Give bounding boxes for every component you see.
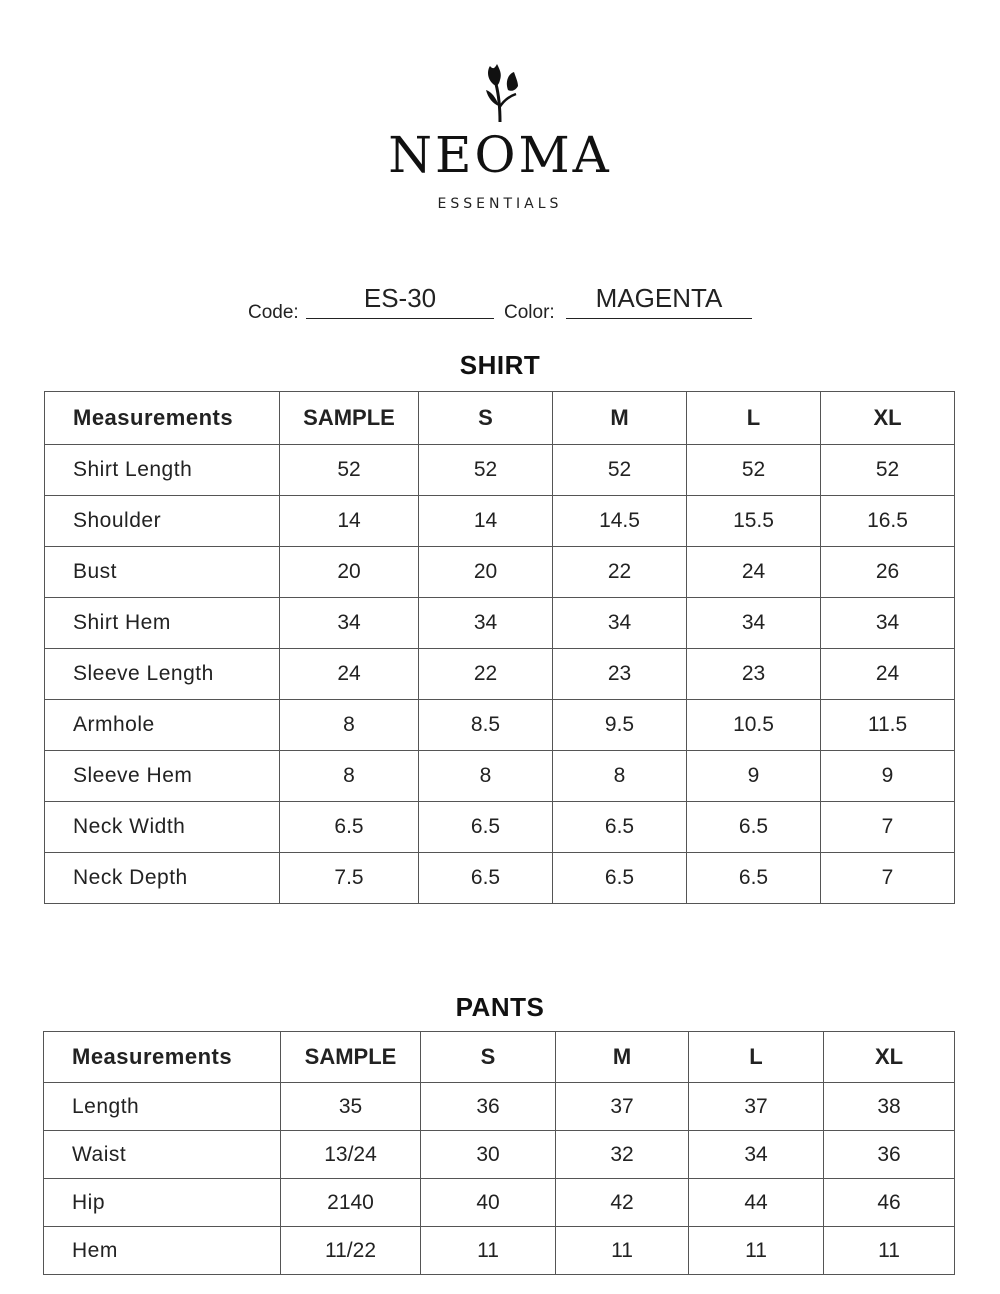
table-cell: 7 xyxy=(821,853,955,904)
table-cell: 11 xyxy=(556,1227,689,1275)
code-label: Code: xyxy=(248,302,299,323)
table-cell: 52 xyxy=(419,445,553,496)
table-row xyxy=(45,853,955,904)
table-cell: 52 xyxy=(687,445,821,496)
column-header: M xyxy=(553,392,687,445)
table-cell: 36 xyxy=(824,1131,955,1179)
table-cell: 6.5 xyxy=(553,853,687,904)
column-header: L xyxy=(687,392,821,445)
table-cell: 16.5 xyxy=(821,496,955,547)
table-row xyxy=(45,547,955,598)
table-cell: 23 xyxy=(553,649,687,700)
table-cell: 11 xyxy=(421,1227,556,1275)
table-row xyxy=(45,700,955,751)
row-label: Armhole xyxy=(45,700,280,751)
row-label: Length xyxy=(44,1083,281,1131)
column-header: M xyxy=(556,1032,689,1083)
table-cell: 20 xyxy=(280,547,419,598)
table-cell: 14.5 xyxy=(553,496,687,547)
row-label: Sleeve Length xyxy=(45,649,280,700)
brand-tagline: ESSENTIALS xyxy=(437,196,563,212)
table-row xyxy=(44,1179,955,1227)
table-cell: 22 xyxy=(553,547,687,598)
table-row xyxy=(45,598,955,649)
table-cell: 6.5 xyxy=(280,802,419,853)
color-label: Color: xyxy=(504,302,555,323)
brand-name: NEOMA xyxy=(388,126,612,184)
table-cell: 34 xyxy=(553,598,687,649)
table-cell: 34 xyxy=(419,598,553,649)
table-cell: 32 xyxy=(556,1131,689,1179)
row-label: Neck Width xyxy=(45,802,280,853)
brand-logo xyxy=(0,60,1000,212)
table-row xyxy=(44,1131,955,1179)
table-cell: 42 xyxy=(556,1179,689,1227)
table-cell: 34 xyxy=(821,598,955,649)
row-label: Shirt Length xyxy=(45,445,280,496)
table-cell: 23 xyxy=(687,649,821,700)
table-cell: 8 xyxy=(553,751,687,802)
table-cell: 37 xyxy=(689,1083,824,1131)
table-cell: 24 xyxy=(821,649,955,700)
row-label: Shirt Hem xyxy=(45,598,280,649)
table-cell: 10.5 xyxy=(687,700,821,751)
row-label: Shoulder xyxy=(45,496,280,547)
table-cell: 14 xyxy=(419,496,553,547)
table-cell: 8 xyxy=(419,751,553,802)
column-header: Measurements xyxy=(45,392,280,445)
table-cell: 38 xyxy=(824,1083,955,1131)
color-value: MAGENTA xyxy=(566,280,752,319)
row-label: Neck Depth xyxy=(45,853,280,904)
table-row xyxy=(45,802,955,853)
table-cell: 8 xyxy=(280,700,419,751)
code-value: ES-30 xyxy=(306,280,494,319)
table-row xyxy=(45,496,955,547)
table-cell: 8 xyxy=(280,751,419,802)
column-header: XL xyxy=(821,392,955,445)
table-row xyxy=(44,1083,955,1131)
shirt-size-table xyxy=(44,391,955,904)
table-cell: 44 xyxy=(689,1179,824,1227)
row-label: Waist xyxy=(44,1131,281,1179)
column-header: XL xyxy=(824,1032,955,1083)
row-label: Hip xyxy=(44,1179,281,1227)
table-cell: 46 xyxy=(824,1179,955,1227)
table-cell: 9.5 xyxy=(553,700,687,751)
column-header: SAMPLE xyxy=(281,1032,421,1083)
table-cell: 2140 xyxy=(281,1179,421,1227)
table-cell: 37 xyxy=(556,1083,689,1131)
pants-section-title: PANTS xyxy=(455,992,545,1022)
column-header: L xyxy=(689,1032,824,1083)
table-cell: 11.5 xyxy=(821,700,955,751)
table-cell: 20 xyxy=(419,547,553,598)
table-cell: 34 xyxy=(687,598,821,649)
table-cell: 11 xyxy=(689,1227,824,1275)
table-cell: 14 xyxy=(280,496,419,547)
table-cell: 34 xyxy=(689,1131,824,1179)
table-cell: 9 xyxy=(687,751,821,802)
column-header: Measurements xyxy=(44,1032,281,1083)
table-cell: 24 xyxy=(687,547,821,598)
shirt-section-title: SHIRT xyxy=(459,350,541,380)
table-cell: 11 xyxy=(824,1227,955,1275)
table-cell: 36 xyxy=(421,1083,556,1131)
table-header-row xyxy=(44,1032,955,1083)
table-cell: 7.5 xyxy=(280,853,419,904)
table-row xyxy=(44,1227,955,1275)
column-header: S xyxy=(421,1032,556,1083)
table-cell: 6.5 xyxy=(419,853,553,904)
table-cell: 8.5 xyxy=(419,700,553,751)
column-header: SAMPLE xyxy=(280,392,419,445)
table-cell: 34 xyxy=(280,598,419,649)
table-cell: 9 xyxy=(821,751,955,802)
table-cell: 26 xyxy=(821,547,955,598)
table-cell: 7 xyxy=(821,802,955,853)
table-cell: 15.5 xyxy=(687,496,821,547)
table-cell: 6.5 xyxy=(553,802,687,853)
table-cell: 11/22 xyxy=(281,1227,421,1275)
table-cell: 52 xyxy=(280,445,419,496)
row-label: Bust xyxy=(45,547,280,598)
table-row xyxy=(45,445,955,496)
table-cell: 52 xyxy=(553,445,687,496)
table-row xyxy=(45,751,955,802)
column-header: S xyxy=(419,392,553,445)
table-cell: 6.5 xyxy=(419,802,553,853)
row-label: Hem xyxy=(44,1227,281,1275)
table-cell: 24 xyxy=(280,649,419,700)
table-cell: 6.5 xyxy=(687,853,821,904)
pants-size-table xyxy=(43,1031,955,1275)
table-cell: 40 xyxy=(421,1179,556,1227)
table-cell: 52 xyxy=(821,445,955,496)
tulip-flower-icon xyxy=(478,60,522,124)
table-cell: 35 xyxy=(281,1083,421,1131)
row-label: Sleeve Hem xyxy=(45,751,280,802)
table-header-row xyxy=(45,392,955,445)
table-cell: 22 xyxy=(419,649,553,700)
table-cell: 13/24 xyxy=(281,1131,421,1179)
table-cell: 6.5 xyxy=(687,802,821,853)
table-row xyxy=(45,649,955,700)
table-cell: 30 xyxy=(421,1131,556,1179)
